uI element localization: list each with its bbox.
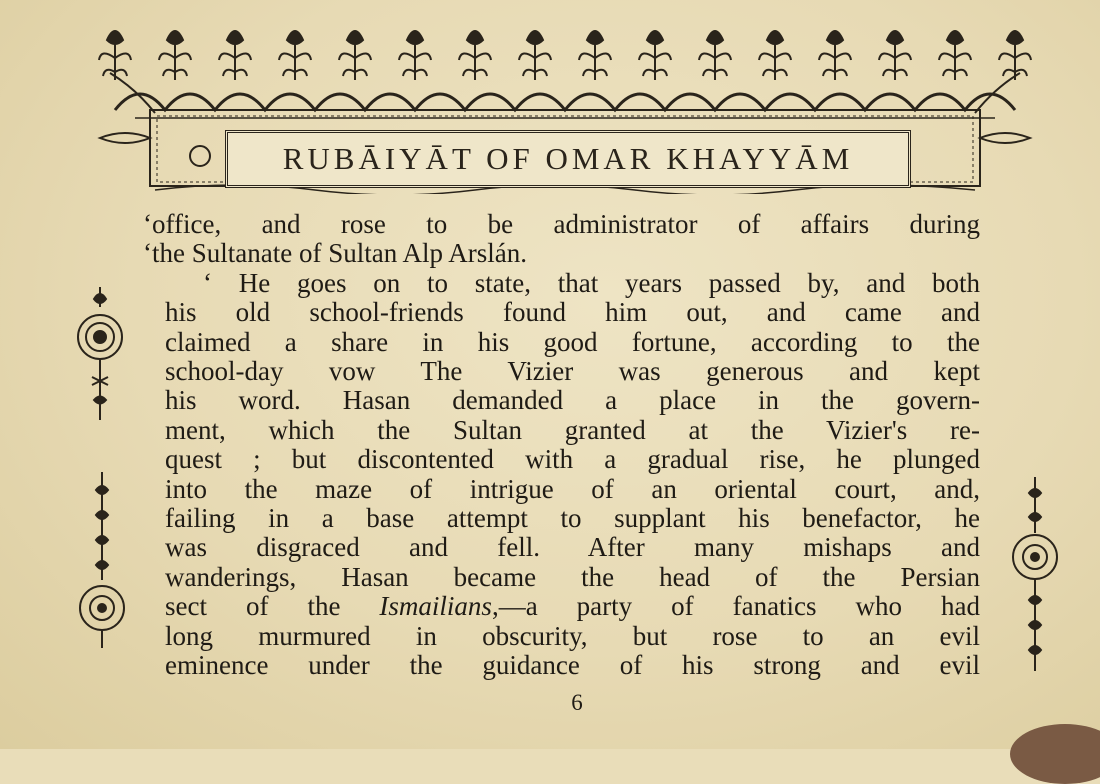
text-line: ‘ He goes on to state, that years passed by, and both — [203, 267, 980, 298]
text-line-with-italic — [165, 592, 980, 621]
flower-sprig-icon — [939, 31, 971, 80]
text-line: ‘the Sultanate of Sultan Alp Arslán. — [143, 238, 527, 269]
text-line: wanderings, Hasan became the head of the Persian — [165, 561, 980, 592]
text-line: quest ; but discontented with a gradual rise, he plunged — [165, 444, 980, 475]
text-segment: sect of the — [165, 591, 380, 622]
flower-sprig-icon — [339, 31, 371, 80]
flower-sprig-icon — [459, 31, 491, 80]
flower-sprig-icon — [999, 31, 1031, 80]
text-line: school-day vow The Vizier was generous and kept — [165, 356, 980, 387]
text-line: failing in a base attempt to supplant his benefactor, he — [165, 503, 980, 534]
italic-term: Ismailians — [379, 591, 492, 622]
flower-sprig-icon — [759, 31, 791, 80]
text-line: ment, which the Sultan granted at the Vizier's re- — [165, 414, 980, 445]
left-vine-ornament-icon — [72, 470, 132, 650]
decorative-header-border — [95, 18, 1035, 194]
title-cartouche — [225, 130, 911, 188]
page-number: 6 — [571, 690, 583, 715]
flower-sprig-icon — [519, 31, 551, 80]
flower-sprig-icon — [579, 31, 611, 80]
text-line: was disgraced and fell. After many mishaps and — [165, 532, 980, 563]
text-line: ‘office, and rose to be administrator of affairs during — [143, 209, 980, 239]
flower-sprig-icon — [219, 31, 251, 80]
flower-sprig-icon — [279, 31, 311, 80]
flower-sprig-icon — [99, 31, 131, 80]
text-line: his old school-friends found him out, and came and — [165, 297, 980, 328]
flower-sprig-icon — [699, 31, 731, 80]
page-header-title: RUBĀIYĀT OF OMAR KHAYYĀM — [282, 141, 854, 176]
right-vine-ornament-icon — [1005, 475, 1065, 675]
text-line: his word. Hasan demanded a place in the govern- — [165, 385, 980, 416]
flower-sprig-icon — [819, 31, 851, 80]
text-line: into the maze of intrigue of an oriental court, and, — [165, 473, 980, 504]
left-rosette-ornament-icon — [70, 285, 130, 425]
thumb-shadow — [1010, 724, 1100, 784]
flower-sprig-icon — [399, 31, 431, 80]
flower-sprig-icon — [159, 31, 191, 80]
flower-sprig-icon — [639, 31, 671, 80]
text-line: eminence under the guidance of his strong and evil — [165, 650, 980, 681]
text-line: claimed a share in his good fortune, according to the — [165, 326, 980, 357]
text-segment: ,—a party of fanatics who had — [491, 591, 981, 622]
text-line: long murmured in obscurity, but rose to an evil — [165, 620, 980, 651]
body-paragraph — [143, 209, 981, 681]
flower-sprig-icon — [879, 31, 911, 80]
